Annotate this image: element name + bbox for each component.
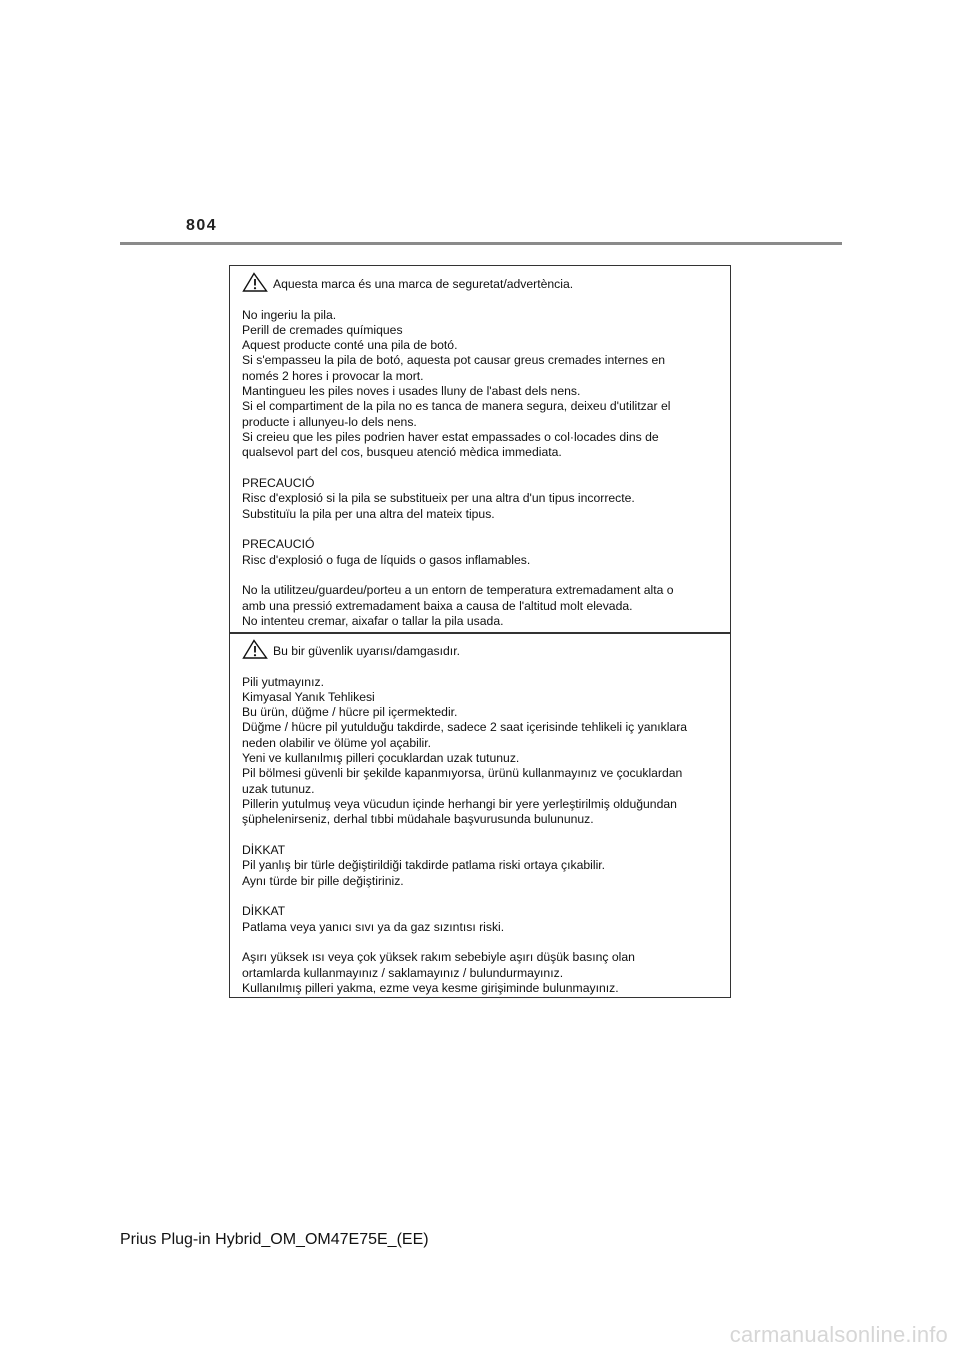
site-watermark: carmanualsonline.info xyxy=(729,1322,948,1347)
caution-replacement-text: DİKKAT Pil yanlış bir türle değiştirildiği takdirde patlama riski ortaya çıkabilir. Aynı türde bir pille değiştiriniz. xyxy=(242,842,606,888)
caution-explosion-text: PRECAUCIÓ Risc d'explosió o fuga de líquids o gasos inflamables. xyxy=(242,537,531,567)
caution-replacement-text: PRECAUCIÓ Risc d'explosió si la pila se substitueix per una altra d'un tipus incorrecte. Substituïu la pila per una altra del mateix tipus. xyxy=(242,475,635,521)
environment-warning-text: No la utilitzeu/guardeu/porteu a un entorn de temperatura extremadament alta o amb una pressió extremadament baixa a causa de l'altitud molt elevada. No intenteu cremar, aixafar o tallar la pila usada. xyxy=(242,583,674,629)
header-divider xyxy=(120,242,842,245)
environment-warning-text: Aşırı yüksek ısı veya çok yüksek rakım sebebiyle aşırı düşük basınç olan ortamlarda kullanmayınız / saklamayınız / bulundurmayınız. Kullanılmış pilleri yakma, ezme veya kesme girişiminde bulunmayınız. xyxy=(242,950,635,996)
warning-triangle-icon xyxy=(242,639,268,659)
notice-turkish xyxy=(230,634,730,996)
notice-catalan xyxy=(230,266,730,633)
warning-triangle-icon xyxy=(242,272,268,292)
warning-heading-row xyxy=(242,637,724,659)
battery-warning-notice xyxy=(229,265,731,998)
document-id-footer: Prius Plug-in Hybrid_OM_OM47E75E_(EE) xyxy=(120,1231,429,1248)
caution-explosion-text: DİKKAT Patlama veya yanıcı sıvı ya da gaz sızıntısı riski. xyxy=(242,904,505,934)
battery-hazard-text: Pili yutmayınız. Kimyasal Yanık Tehlikesi Bu ürün, düğme / hücre pil içermektedir. Düğme / hücre pil yutulduğu takdirde, sadece 2 saat içerisinde tehlikeli iç yanıklara neden olabilir ve ölüme yol açabilir. Yeni ve kullanılmış pilleri çocuklardan uzak tutunuz. Pil bölmesi güvenli bir şekilde kapanmıyorsa, ürünü kullanmayınız ve çocuklardan uzak tutunuz. Pillerin yutulmuş veya vücudun içinde herhangi bir yere yerleştirilmiş olduğundan şüphelenirseniz, derhal tıbbi müdahale başvurusunda bulununuz. xyxy=(242,674,688,827)
warning-heading: Bu bir güvenlik uyarısı/damgasıdır. xyxy=(273,644,460,658)
warning-heading: Aquesta marca és una marca de seguretat/advertència. xyxy=(273,277,574,291)
warning-heading-row xyxy=(242,270,724,292)
battery-hazard-text: No ingeriu la pila. Perill de cremades químiques Aquest producte conté una pila de botó. Si s'empasseu la pila de botó, aquesta pot causar greus cremades internes en només 2 hores i provocar la mort. Mantingueu les piles noves i usades lluny de l'abast dels nens. Si el compartiment de la pila no es tanca de manera segura, deixeu d'utilitzar el producte i allunyeu-lo dels nens. Si creieu que les piles podrien haver estat empassades o col·locades dins de qualsevol part del cos, busqueu atenció mèdica immediata. xyxy=(242,307,671,460)
page-number: 804 xyxy=(186,217,218,234)
